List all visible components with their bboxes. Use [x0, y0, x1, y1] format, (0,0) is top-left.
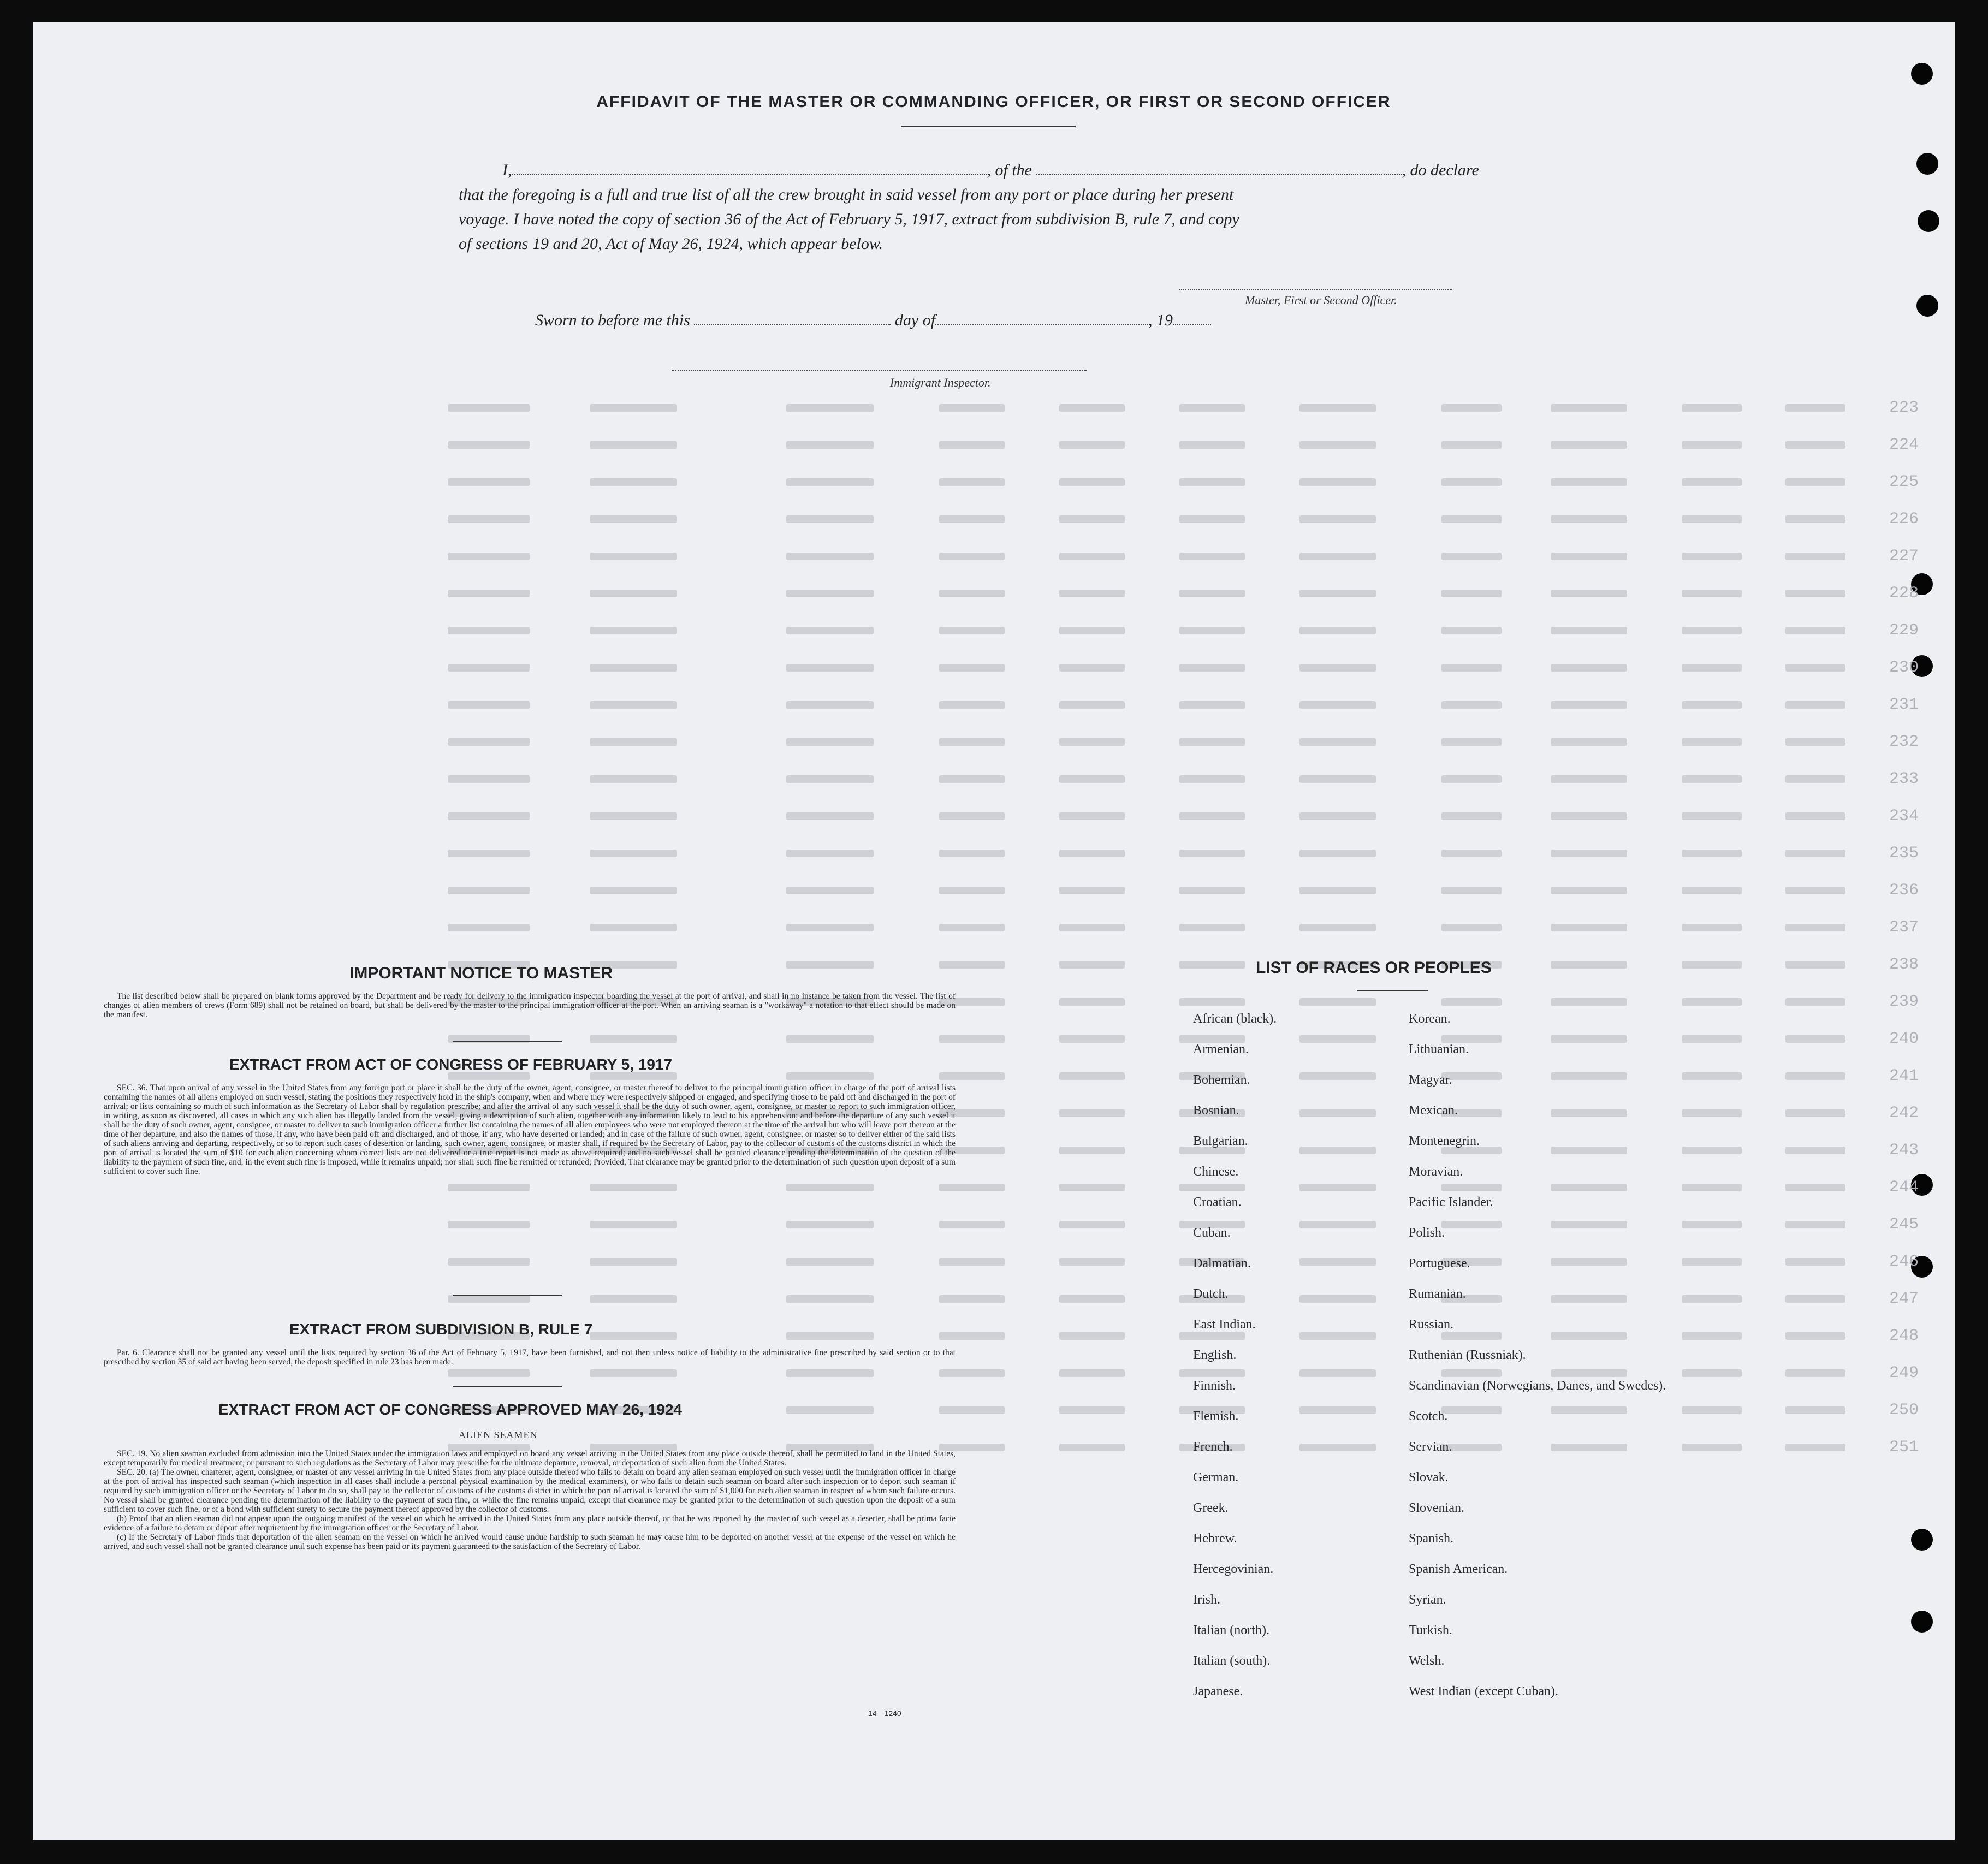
bleed-through-number: 229	[1889, 621, 1919, 640]
race-entry: Bosnian.	[1193, 1103, 1239, 1118]
bleed-through-number: 230	[1889, 658, 1919, 677]
notice-title: IMPORTANT NOTICE TO MASTER	[349, 964, 613, 982]
race-entry: English.	[1193, 1348, 1237, 1362]
race-entry: African (black).	[1193, 1012, 1277, 1026]
bleed-through-row	[448, 1258, 1922, 1274]
inspector-signature-line	[672, 370, 1087, 371]
notice-text: The list described below shall be prepared on blank forms approved by the Department and be ready for delivery to the immigration inspector boarding the vessel at the port of arrival, and shall in no instance be taken from the vessel. The list of changes of alien members of crews (Form 689) shall not be retained on board, but shall be delivered by the master to the principal immigration officer at the port. When an arriving seaman is a "workaway" a notation to that effect should be made on the manifest.	[104, 992, 956, 1019]
race-entry: Portuguese.	[1409, 1256, 1470, 1271]
race-entry: Magyar.	[1409, 1073, 1452, 1087]
race-entry: Mexican.	[1409, 1103, 1458, 1118]
bleed-through-number: 233	[1889, 770, 1919, 788]
bleed-through-number: 243	[1889, 1141, 1919, 1160]
bleed-through-number: 234	[1889, 807, 1919, 826]
bleed-through-number: 226	[1889, 510, 1919, 529]
race-entry: Polish.	[1409, 1226, 1445, 1240]
bleed-through-row	[448, 812, 1922, 829]
bleed-through-number: 249	[1889, 1364, 1919, 1382]
race-entry: Italian (south).	[1193, 1654, 1271, 1668]
bleed-through-number: 244	[1889, 1178, 1919, 1197]
bleed-through-number: 248	[1889, 1327, 1919, 1345]
sec-19-text: SEC. 19. No alien seaman excluded from admission into the United States under the immigration laws and employed on board any vessel arriving in the United States from any place outside thereof, shall be permitted to land in the United States, except temporarily for medical treatment, or pursuant to such regulations as the Secretary of Labor may prescribe for the ultimate departure, removal, or deportation of such alien from the United States.	[104, 1449, 956, 1468]
document-page	[33, 22, 1955, 1840]
race-entry: Scandinavian (Norwegians, Danes, and Swedes).	[1409, 1379, 1666, 1393]
affidavit-line-2: that the foregoing is a full and true list of all the crew brought in said vessel from any port or place during her present	[459, 186, 1234, 204]
title-underline	[901, 126, 1076, 127]
race-entry: Hebrew.	[1193, 1531, 1237, 1546]
extract-1917-text: SEC. 36. That upon arrival of any vessel in the United States from any foreign port or place it shall be the duty of the owner, agent, consignee, or master thereof to deliver to the principal immigration officer in charge of the port of arrival lists containing the names of all aliens employed on such vessel, stating the positions they respectively hold in the ship's company, when and where they were respectively shipped or engaged, and specifying those to be paid off and discharged in the port of arrival; or lists containing so much of such information as the Secretary of Labor shall by regulation prescribe; and after the arrival of any such vessel it shall be the duty of such owner, agent, consignee, or master to report to such immigration officer, in writing, as soon as discovered, all cases in which any such alien has illegally landed from the vessel, giving a description of such alien, together with any information likely to lead to his apprehension; and before the departure of any such vessel it shall be the duty of such owner, agent, consignee, or master to deliver to such immigration officer a further list containing the names of all alien employees who were not employed thereon at the time of the arrival but who will leave port thereon at the time of her departure, and also the names of those, if any, who have been paid off and discharged, and of those, if any, who have deserted or landed; and in case of the failure of such owner, agent, consignee, or master so to deliver either of the said lists of such aliens arriving and departing, respectively, or so to report such cases of desertion or landing, such owner, agent, consignee, or master shall, if required by the Secretary of Labor, pay to the collector of customs of the customs district in which the port of arrival is located the sum of $10 for each alien concerning whom correct lists are not delivered or a true report is not made as above required; and no such vessel shall be granted clearance pending the determination of the question of the liability to the payment of such fine, and, in the event such fine is imposed, while it remains unpaid; nor shall such fine be remitted or refunded; Provided, That clearance may be granted prior to the determination of such question upon deposit of a sum sufficient to cover such fine.	[104, 1083, 956, 1176]
inspector-caption: Immigrant Inspector.	[890, 376, 991, 389]
race-entry: Finnish.	[1193, 1379, 1236, 1393]
sec-20c-text: (c) If the Secretary of Labor finds that deportation of the alien seaman on the vessel on which he arrived would cause undue hardship to such seaman he may cause him to be deported on another vessel at the expense of the vessel on which he arrived, and such vessel shall not be granted clearance until such expense has been paid or its payment guaranteed to the satisfaction of the Secretary of Labor.	[104, 1533, 956, 1551]
form-number: 14—1240	[868, 1709, 901, 1718]
extract-rule7-text: Par. 6. Clearance shall not be granted any vessel until the lists required by section 36 of the Act of February 5, 1917, have been furnished, and not then unless notice of liability to the administrative fine prescribed by said section or to that prescribed by section 35 of said act having been served, the deposit specified in rule 23 has been made.	[104, 1348, 956, 1367]
bleed-through-row	[448, 738, 1922, 755]
bleed-through-row	[448, 961, 1922, 977]
race-entry: Slovak.	[1409, 1470, 1449, 1485]
race-entry: Italian (north).	[1193, 1623, 1269, 1637]
bleed-through-number: 251	[1889, 1438, 1919, 1457]
punch-hole	[1918, 210, 1939, 232]
race-entry: Dalmatian.	[1193, 1256, 1251, 1271]
extract-1924-title: EXTRACT FROM ACT OF CONGRESS APPROVED MAY 26, 1924	[218, 1401, 682, 1418]
sec-20a-text: SEC. 20. (a) The owner, charterer, agent, consignee, or master of any vessel arriving in the United States from any place outside thereof who fails to detain on board any alien seaman employed on such vessel until the immigration officer in charge at the port of arrival has inspected such seaman (which inspection in all cases shall include a personal physical examination by the medical examiners), or who fails to detain such seaman on board after such inspection or to deport such seaman if required by such immigration officer or the Secretary of Labor to do so, shall pay to the collector of customs of the customs district in which the port of arrival is located the sum of $1,000 for each alien seaman in respect of whom such failure occurs. No vessel shall be granted clearance pending the determination of the liability to the payment of such fine, or while the fine remains unpaid, except that clearance may be granted prior to the determination of such question upon the deposit of a sum sufficient to cover such fine, or of a bond with sufficient surety to secure the payment thereof approved by the collector of customs.	[104, 1468, 956, 1514]
race-entry: East Indian.	[1193, 1317, 1256, 1332]
race-entry: German.	[1193, 1470, 1239, 1485]
bleed-through-number: 240	[1889, 1030, 1919, 1048]
bleed-through-number: 227	[1889, 547, 1919, 566]
punch-hole	[1916, 153, 1938, 175]
race-entry: Chinese.	[1193, 1165, 1239, 1179]
affidavit-line-3: voyage. I have noted the copy of section 36 of the Act of February 5, 1917, extract from subdivision B, rule 7, and copy	[459, 210, 1239, 228]
bleed-through-row	[448, 1332, 1922, 1349]
affidavit-line-1: I, , of the , do declare	[502, 161, 1479, 179]
race-entry: Lithuanian.	[1409, 1042, 1469, 1056]
race-entry: Welsh.	[1409, 1654, 1445, 1668]
punch-hole	[1916, 295, 1938, 317]
race-entry: Dutch.	[1193, 1287, 1229, 1301]
affidavit-line-4: of sections 19 and 20, Act of May 26, 1924, which appear below.	[459, 235, 883, 253]
bleed-through-number: 238	[1889, 955, 1919, 974]
master-signature-line	[1179, 289, 1452, 290]
section-divider	[453, 1041, 562, 1042]
race-entry: Irish.	[1193, 1593, 1220, 1607]
race-entry: Bulgarian.	[1193, 1134, 1248, 1148]
bleed-through-row	[448, 478, 1922, 495]
bleed-through-row	[448, 590, 1922, 606]
bleed-through-number: 246	[1889, 1252, 1919, 1271]
race-entry: Servian.	[1409, 1440, 1452, 1454]
bleed-through-number: 223	[1889, 399, 1919, 417]
race-entry: Russian.	[1409, 1317, 1454, 1332]
races-column-1	[1193, 1004, 1277, 1707]
race-entry: Flemish.	[1193, 1409, 1239, 1423]
race-entry: Spanish American.	[1409, 1562, 1508, 1576]
races-underline	[1357, 990, 1428, 991]
race-entry: Moravian.	[1409, 1165, 1463, 1179]
race-entry: Turkish.	[1409, 1623, 1452, 1637]
bleed-through-row	[448, 924, 1922, 940]
race-entry: Armenian.	[1193, 1042, 1249, 1056]
race-entry: Montenegrin.	[1409, 1134, 1480, 1148]
bleed-through-number: 242	[1889, 1104, 1919, 1123]
sec-20b-text: (b) Proof that an alien seaman did not appear upon the outgoing manifest of the vessel on which he arrived in the United States from any place outside thereof, or that he was reported by the master of such vessel as a deserter, shall be prima facie evidence of a failure to detain or deport after requirement by the immigration officer or the Secretary of Labor.	[104, 1514, 956, 1533]
punch-hole	[1911, 63, 1933, 85]
bleed-through-row	[448, 627, 1922, 643]
bleed-through-row	[448, 664, 1922, 680]
bleed-through-row	[448, 441, 1922, 458]
bleed-through-number: 225	[1889, 473, 1919, 491]
bleed-through-number: 237	[1889, 918, 1919, 937]
bleed-through-number: 247	[1889, 1290, 1919, 1308]
section-divider	[453, 1386, 562, 1387]
race-entry: Hercegovinian.	[1193, 1562, 1274, 1576]
race-entry: Korean.	[1409, 1012, 1451, 1026]
race-entry: West Indian (except Cuban).	[1409, 1684, 1558, 1699]
race-entry: Japanese.	[1193, 1684, 1243, 1699]
race-entry: Croatian.	[1193, 1195, 1242, 1209]
race-entry: Syrian.	[1409, 1593, 1446, 1607]
bleed-through-row	[448, 553, 1922, 569]
race-entry: Greek.	[1193, 1501, 1229, 1515]
bleed-through-row	[448, 887, 1922, 903]
bleed-through-number: 239	[1889, 993, 1919, 1011]
bleed-through-row	[448, 1035, 1922, 1052]
race-entry: Spanish.	[1409, 1531, 1454, 1546]
bleed-through-row	[448, 775, 1922, 792]
race-entry: Bohemian.	[1193, 1073, 1250, 1087]
bleed-through-row	[448, 404, 1922, 420]
extract-1917-title: EXTRACT FROM ACT OF CONGRESS OF FEBRUARY 5, 1917	[229, 1056, 673, 1073]
bleed-through-row	[448, 850, 1922, 866]
bleed-through-row	[448, 1295, 1922, 1311]
affidavit-title: AFFIDAVIT OF THE MASTER OR COMMANDING OFFICER, OR FIRST OR SECOND OFFICER	[596, 93, 1391, 111]
race-entry: Ruthenian (Russniak).	[1409, 1348, 1526, 1362]
race-entry: Slovenian.	[1409, 1501, 1464, 1515]
bleed-through-number: 245	[1889, 1215, 1919, 1234]
section-divider	[453, 1295, 562, 1296]
bleed-through-number: 231	[1889, 696, 1919, 714]
bleed-through-row	[448, 1369, 1922, 1386]
races-column-2	[1409, 1004, 1666, 1707]
extract-rule7-title: EXTRACT FROM SUBDIVISION B, RULE 7	[289, 1321, 593, 1338]
bleed-through-number: 250	[1889, 1401, 1919, 1420]
race-entry: Cuban.	[1193, 1226, 1231, 1240]
races-title: LIST OF RACES OR PEOPLES	[1256, 959, 1492, 977]
bleed-through-row	[448, 1221, 1922, 1237]
master-signature-caption: Master, First or Second Officer.	[1245, 293, 1397, 307]
bleed-through-row	[448, 701, 1922, 717]
race-entry: Rumanian.	[1409, 1287, 1466, 1301]
bleed-through-number: 236	[1889, 881, 1919, 900]
bleed-through-number: 235	[1889, 844, 1919, 863]
extract-1924-text	[104, 1449, 956, 1551]
alien-seamen-subtitle: ALIEN SEAMEN	[459, 1429, 538, 1440]
bleed-through-number: 241	[1889, 1067, 1919, 1085]
bleed-through-number: 224	[1889, 436, 1919, 454]
bleed-through-row	[448, 515, 1922, 532]
bleed-through-row	[448, 1184, 1922, 1200]
race-entry: Pacific Islander.	[1409, 1195, 1493, 1209]
race-entry: French.	[1193, 1440, 1233, 1454]
bleed-through-number: 232	[1889, 733, 1919, 751]
bleed-through-number: 228	[1889, 584, 1919, 603]
sworn-line: Sworn to before me this day of , 19	[535, 311, 1211, 330]
race-entry: Scotch.	[1409, 1409, 1448, 1423]
